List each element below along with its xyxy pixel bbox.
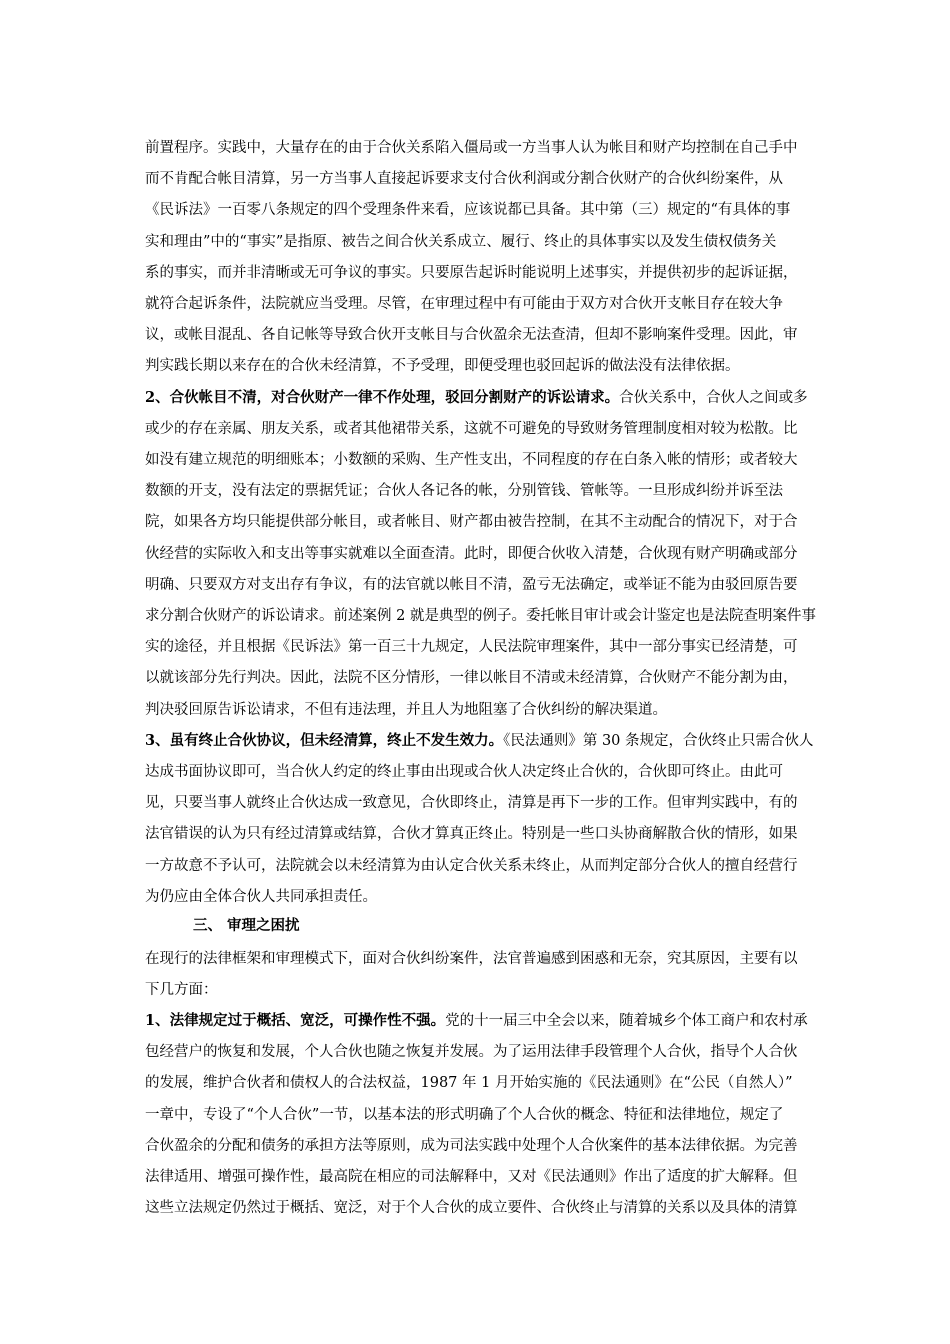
line-text: 院，如果各方均只能提供部分帐目，或者帐目、财产都由被告控制，在其不主动配合的情况下，对于合 — [145, 514, 798, 531]
text-line — [145, 981, 805, 999]
text-line — [145, 731, 814, 750]
text-line — [145, 1168, 805, 1186]
text-line — [145, 326, 805, 344]
text-line — [145, 1043, 805, 1061]
text-line — [145, 857, 805, 875]
line-text: 为仍应由全体合伙人共同承担责任。 — [145, 888, 377, 905]
line-text: 数额的开支，没有法定的票据凭证；合伙人各记各的帐，分别管钱、管帐等。一旦形成纠纷并诉至法 — [145, 483, 783, 500]
text-line — [145, 139, 805, 157]
line-text: 下几方面： — [145, 982, 218, 999]
line-text: 见，只要当事人就终止合伙达成一致意见，合伙即终止，清算是再下一步的工作。但审判实践中，有的 — [145, 795, 798, 812]
section-heading: 三、 审理之困扰 — [193, 917, 300, 934]
line-text: 伙经营的实际收入和支出等事实就难以全面查清。此时，即便合伙收入清楚，合伙现有财产明确或部分 — [145, 545, 798, 562]
text-line — [145, 451, 805, 469]
text-line — [145, 264, 805, 282]
line-text: 明确、只要双方对支出存有争议，有的法官就以帐目不清，盈亏无法确定，或举证不能为由驳回原告要 — [145, 576, 798, 593]
text-line — [145, 170, 805, 188]
text-line — [145, 1074, 805, 1092]
line-text: 判实践长期以来存在的合伙未经清算，不予受理，即便受理也驳回起诉的做法没有法律依据。 — [145, 358, 740, 375]
line-text: 求分割合伙财产的诉讼请求。前述案例 2 就是典型的例子。委托帐目审计或会计鉴定也是法院查明案件事 — [145, 608, 816, 624]
line-text: 的发展，维护合伙者和债权人的合法权益，1987 年 1 月开始实施的《民法通则》在“公民（自然人）” — [145, 1075, 793, 1092]
text-line — [145, 888, 805, 906]
text-line — [145, 794, 805, 812]
text-line — [145, 1137, 805, 1155]
bold-lead-text: 3、虽有终止合伙协议，但未经清算，终止不发生效力。 — [145, 731, 504, 749]
line-text: 如没有建立规范的明细账本；小数额的采购、生产性支出，不同程度的存在白条入帐的情形；或者较大 — [145, 452, 798, 468]
line-text: 法官错误的认为只有经过清算或结算，合伙才算真正终止。特别是一些口头协商解散合伙的情形，如果 — [145, 826, 798, 843]
bold-lead-text: 1、法律规定过于概括、宽泛，可操作性不强。 — [145, 1012, 446, 1030]
line-text: 合伙关系中，合伙人之间或多 — [619, 389, 808, 406]
text-line — [145, 576, 805, 594]
text-line — [145, 763, 805, 781]
line-text: 判决驳回原告诉讼请求，不但有违法理，并且人为地阻塞了合伙纠纷的解决渠道。 — [145, 701, 667, 718]
text-line — [145, 701, 805, 719]
text-line — [145, 638, 805, 656]
text-line — [145, 669, 805, 687]
text-line — [145, 357, 805, 375]
line-text: 党的十一届三中全会以来，随着城乡个体工商户和农村承 — [445, 1013, 808, 1030]
line-text: 《民诉法》一百零八条规定的四个受理条件来看，应该说都已具备。其中第（三）规定的“有具体的事 — [145, 202, 791, 219]
text-line — [145, 1106, 805, 1124]
text-line — [145, 1012, 808, 1030]
text-line — [145, 295, 805, 313]
line-text: 而不肯配合帐目清算，另一方当事人直接起诉要求支付合伙利润或分割合伙财产的合伙纠纷案件，从 — [145, 171, 783, 188]
text-line — [145, 482, 805, 500]
text-line — [145, 825, 805, 843]
line-text: 前置程序。实践中，大量存在的由于合伙关系陷入僵局或一方当事人认为帐目和财产均控制在自己手中 — [145, 140, 798, 156]
text-line — [145, 1199, 805, 1217]
line-text: 议，或帐目混乱、各自记帐等导致合伙开支帐目与合伙盈余无法查清，但却不影响案件受理。因此，审 — [145, 327, 798, 344]
line-text: 就符合起诉条件，法院就应当受理。尽管，在审理过程中有可能由于双方对合伙开支帐目存在较大争 — [145, 296, 783, 312]
text-line — [145, 513, 805, 531]
text-line — [145, 388, 808, 407]
line-text: 实和理由”中的“事实”是指原、被告之间合伙关系成立、履行、终止的具体事实以及发生债权债务关 — [145, 233, 777, 250]
text-line — [145, 607, 816, 625]
line-text: 一章中，专设了“个人合伙”一节，以基本法的形式明确了个人合伙的概念、特征和法律地位，规定了 — [145, 1106, 784, 1123]
line-text: 一方故意不予认可，法院就会以未经清算为由认定合伙关系未终止，从而判定部分合伙人的擅自经营行 — [145, 857, 798, 874]
line-text: 达成书面协议即可，当合伙人约定的终止事由出现或合伙人决定终止合伙的，合伙即可终止。由此可 — [145, 764, 783, 780]
text-line — [145, 233, 805, 251]
text-line — [145, 420, 805, 438]
line-text: 合伙盈余的分配和债务的承担方法等原则，成为司法实践中处理个人合伙案件的基本法律依据。为完善 — [145, 1137, 798, 1154]
line-text: 以就该部分先行判决。因此，法院不区分情形，一律以帐目不清或未经清算，合伙财产不能分割为由， — [145, 670, 798, 687]
text-line — [145, 201, 805, 219]
text-line — [145, 545, 805, 563]
line-text: 系的事实，而并非清晰或无可争议的事实。只要原告起诉时能说明上述事实，并提供初步的起诉证据， — [145, 264, 798, 281]
line-text: 或少的存在亲属、朋友关系，或者其他裙带关系，这就不可避免的导致财务管理制度相对较为松散。比 — [145, 420, 798, 437]
line-text: 实的途径，并且根据《民诉法》第一百三十九规定，人民法院审理案件，其中一部分事实已经清楚，可 — [145, 639, 798, 656]
line-text: 在现行的法律框架和审理模式下，面对合伙纠纷案件，法官普遍感到困惑和无奈，究其原因，主要有以 — [145, 951, 798, 967]
text-line — [145, 950, 805, 968]
line-text: 《民法通则》第 30 条规定，合伙终止只需合伙人 — [503, 732, 814, 749]
bold-lead-text: 2、合伙帐目不清，对合伙财产一律不作处理，驳回分割财产的诉讼请求。 — [145, 388, 620, 406]
line-text: 这些立法规定仍然过于概括、宽泛，对于个人合伙的成立要件、合伙终止与清算的关系以及具体的清算 — [145, 1199, 798, 1216]
line-text: 法律适用、增强可操作性，最高院在相应的司法解释中，又对《民法通则》作出了适度的扩大解释。但 — [145, 1168, 798, 1185]
line-text: 包经营户的恢复和发展，个人合伙也随之恢复并发展。为了运用法律手段管理个人合伙，指导个人合伙 — [145, 1044, 798, 1061]
